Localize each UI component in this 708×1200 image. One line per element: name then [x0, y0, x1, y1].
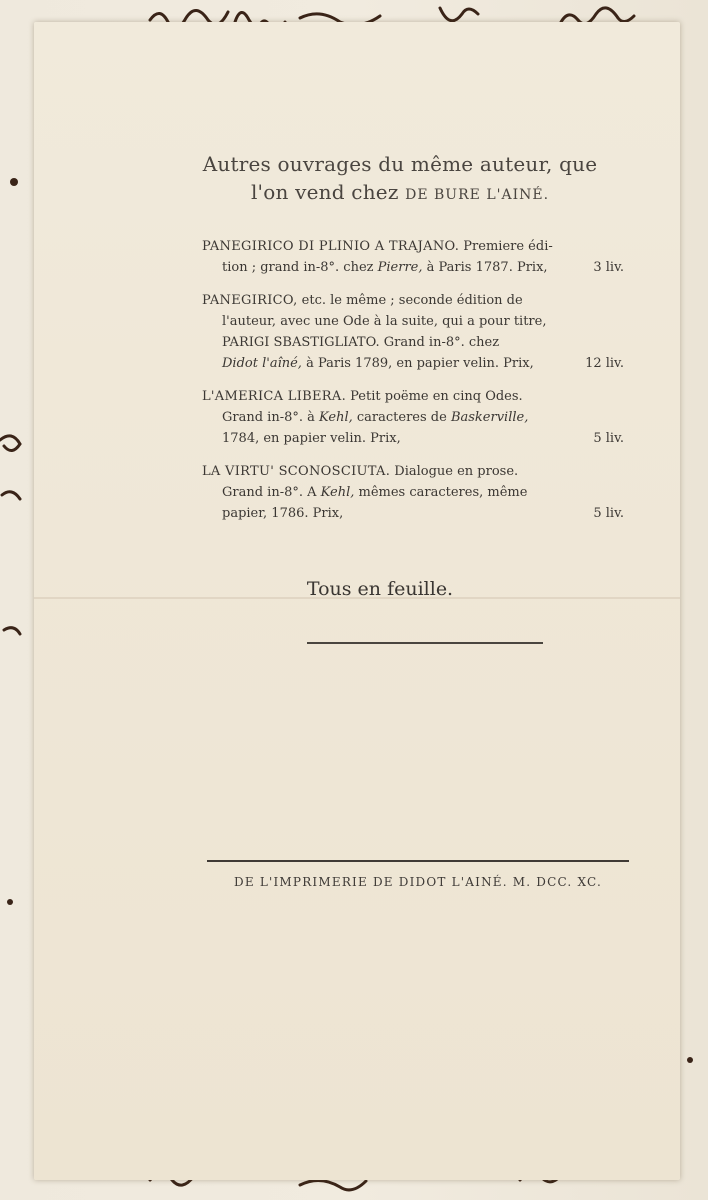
- entry-text: tion ; grand in-8°. chez: [222, 260, 378, 275]
- entry-text: l'auteur, avec une Ode à la suite, qui a pour titre,: [222, 314, 547, 329]
- book-title: LA VIRTU' SCONOSCIUTA.: [202, 464, 391, 479]
- entry-text: à Paris 1787. Prix,: [422, 260, 548, 275]
- book-list: [202, 236, 624, 536]
- entry-italic: Baskerville,: [450, 410, 529, 425]
- price: 5 liv.: [593, 506, 624, 521]
- closing-note: Tous en feuille.: [306, 578, 454, 600]
- list-item: [202, 386, 624, 449]
- page-heading: [170, 150, 630, 209]
- entry-text: etc. le même ; seconde édition de: [297, 293, 523, 308]
- entry-italic: Kehl,: [320, 485, 355, 500]
- list-item: [202, 290, 624, 374]
- entry-text: à Paris 1789, en papier velin. Prix,: [301, 356, 534, 371]
- entry-text: Grand in-8°. à: [222, 410, 320, 425]
- entry-italic: Didot l'aîné,: [222, 356, 302, 371]
- entry-text: papier, 1786. Prix,: [222, 506, 344, 521]
- printer-imprint: DE L'IMPRIMERIE DE DIDOT L'AINÉ. M. DCC. XC.: [234, 875, 602, 889]
- heading-line-2: [170, 178, 630, 209]
- book-title: PANEGIRICO DI PLINIO A TRAJANO.: [202, 239, 460, 254]
- book-title: PANEGIRICO,: [202, 293, 298, 308]
- entry-text: 1784, en papier velin. Prix,: [222, 431, 401, 446]
- entry-text: Premiere édi-: [459, 239, 553, 254]
- list-item: [202, 236, 624, 278]
- entry-italic: Kehl,: [319, 410, 353, 425]
- list-item: [202, 461, 624, 524]
- entry-text: Dialogue en prose.: [390, 464, 519, 479]
- entry-text: Petit poëme en cinq Odes.: [346, 389, 523, 404]
- entry-text: caracteres de: [352, 410, 451, 425]
- heading-line-1: Autres ouvrages du même auteur, que: [202, 152, 598, 176]
- heading-line-2-text: l'on vend chez: [250, 180, 406, 204]
- divider-rule: [307, 642, 543, 644]
- entry-text: mêmes caracteres, même: [354, 485, 528, 500]
- entry-text: Grand in-8°. A: [222, 485, 321, 500]
- price: 5 liv.: [593, 431, 624, 446]
- book-title: L'AMERICA LIBERA.: [202, 389, 347, 404]
- publisher-name: DE BURE L'AINÉ.: [405, 187, 550, 203]
- entry-text: PARIGI SBASTIGLIATO. Grand in-8°. chez: [222, 335, 500, 350]
- entry-italic: Pierre,: [377, 260, 423, 275]
- imprint-rule: [207, 860, 629, 862]
- price: 12 liv.: [585, 356, 624, 371]
- price: 3 liv.: [593, 260, 624, 275]
